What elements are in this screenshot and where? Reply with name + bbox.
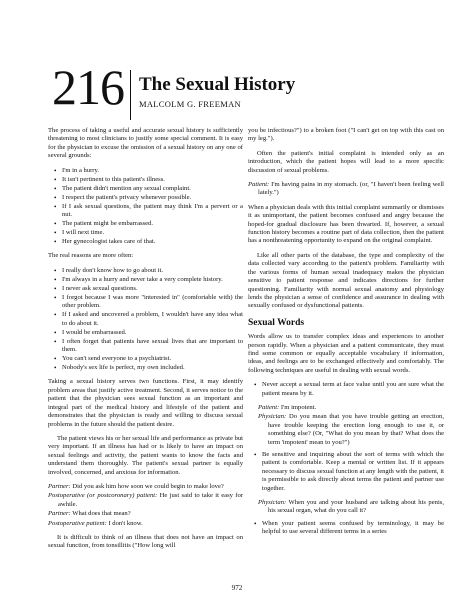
list-item: • I'm in a hurry. (62, 167, 243, 175)
patient-dialog (248, 181, 444, 198)
dialog-speaker: Patient: (248, 181, 270, 189)
list-item: • Never accept a sexual term at face value until you are sure what the patient means by it. (262, 381, 444, 398)
title-rule (130, 70, 131, 120)
list-item: • I'm always in a hurry and never take a very complete history. (62, 276, 243, 284)
like-paragraph: Like all other parts of the database, the type and complexity of the data collected vary according to the patient's problem. Familiarity with the various forms of human sexual inadequacy makes the physician sensitive to patient response and indicates directions for further questioning. Familiarity with normal sexual anatomy and physiology lends the physician a sense of confidence and assurance in dealing with sexually confused or dysfunctional patients. (248, 251, 444, 310)
dialog-line (258, 499, 444, 516)
chapter-title: The Sexual History (139, 74, 296, 95)
list-item: • I really don't know how to go about it. (62, 267, 243, 275)
list-item: • The patient might be embarrassed. (62, 220, 243, 228)
list-item: • Her gynecologist takes care of that. (62, 238, 243, 246)
partner-dialog (48, 483, 243, 528)
physician-reasons-list (48, 167, 243, 247)
dialog-line (258, 404, 444, 412)
dialog-text: I'm impotent. (280, 403, 317, 411)
functions-paragraph: Taking a sexual history serves two functions. First, it may identify problem areas that justify active treatment. Second, it serves notice to the patient that the physician sees sexual function as an important and integral part of the medical history and lifestyle of the patient and demonstrates that the physician is ready and willing to discuss sexual problems in the future should the patient desire. (48, 378, 243, 428)
dialog-text: Do you mean that you have trouble getting an erection, have trouble keeping the erection long enough to use it, or something else? (Or, "What do you mean by that? What does the term 'impotent' mean to you?") (268, 413, 444, 446)
list-item: • I will next time. (62, 229, 243, 237)
dialog-speaker: Postoperative patient: (48, 519, 107, 527)
page-number: 972 (231, 584, 243, 592)
dialog-line (248, 181, 444, 198)
list-item: • I respect the patient's privacy whenever possible. (62, 194, 243, 202)
dialog-text: I'm having pains in my stomach. (or, "I haven't been feeling well lately.") (258, 181, 444, 197)
dialog-line (48, 510, 243, 518)
list-item: • The patient didn't mention any sexual complaint. (62, 185, 243, 193)
list-item: • I often forget that patients have sexual lives that are important to them. (62, 338, 243, 355)
technique-1-dialog (248, 404, 444, 447)
techniques-list-cont (248, 451, 444, 493)
dialog-speaker: Partner: (48, 482, 71, 490)
list-item: • Be sensitive and inquiring about the sort of terms with which the patient is comfortable. Keep a mental or written list. If it appears necessary to discuss sexual function at any length with the patient, it is permissible to ask directly about terms the patient and partner use together. (262, 451, 444, 493)
dialog-line (48, 483, 243, 491)
list-item: • You can't send everyone to a psychiatrist. (62, 355, 243, 363)
continued-paragraph: you be infectious?") to a broken foot ("I can't get on top with this cast on my leg."). (248, 127, 444, 143)
list-item: • I forgot because I was more "interested in" (comfortable with) the other problem. (62, 294, 243, 311)
chapter-number: 216 (52, 59, 124, 115)
section-heading: Sexual Words (248, 317, 305, 328)
left-column (48, 127, 243, 557)
dialog-speaker: Patient: (258, 403, 280, 411)
difficult-paragraph: It is difficult to think of an illness that does not have an impact on sexual function, from tonsillitis ("How long will (48, 533, 243, 550)
dialog-speaker: Physician: (258, 413, 287, 421)
list-item: • When your patient seems confused by terminology, it may be helpful to use several different terms in a series (262, 520, 444, 537)
patient-views-paragraph: The patient views his or her sexual life and performance as private but very important. If an illness has had or is likely to have an impact on sexual feelings and activity, the patient wants to know the facts and understand them thoroughly. The patient's sexual partner is equally involved, concerned, and anxious for information. (48, 434, 243, 476)
real-reasons-list (48, 267, 243, 373)
dialog-text: He just said to take it easy for awhile. (58, 492, 243, 508)
intro-paragraph: The process of taking a useful and accurate sexual history is sufficiently threatening to most clinicians to justify some special comment. It is easy for the physician to excuse the omission of a sexual history on any one of several grounds: (48, 127, 243, 160)
list-item: • Nobody's sex life is perfect, my own included. (62, 364, 243, 372)
author-name: MALCOLM G. FREEMAN (139, 99, 241, 109)
dialog-speaker: Partner: (48, 510, 71, 518)
dialog-speaker: Postoperative (or postcoronary) patient: (48, 492, 158, 500)
dialog-text: What does that mean? (72, 510, 131, 518)
techniques-list-cont2 (248, 520, 444, 537)
dialog-text: When you and your husband are talking about his penis, his sexual organ, what do you call it? (268, 499, 445, 515)
techniques-list (248, 381, 444, 398)
dialog-line (258, 413, 444, 447)
list-item: • It isn't pertinent to this patient's illness. (62, 176, 243, 184)
right-column (248, 127, 444, 543)
list-item: • I would be embarrassed. (62, 329, 243, 337)
dialog-text: I don't know. (108, 519, 143, 527)
dialog-line (48, 520, 243, 528)
when-paragraph: When a physician deals with this initial complaint summarily or dismisses it as unimportant, the patient becomes confused and angry because the hoped-for gradual disclosure has been thwarted. If, however, a sexual function history becomes a routine part of data collection, then the patient has a nonthreatening opportunity to expand on the original complaint. (248, 203, 444, 245)
list-item: • If I asked and uncovered a problem, I wouldn't have any idea what to do about it. (62, 311, 243, 328)
real-reasons-intro: The real reasons are more often: (48, 252, 134, 260)
list-item: • I never ask sexual questions. (62, 285, 243, 293)
dialog-speaker: Physician: (258, 499, 287, 507)
often-paragraph: Often the patient's initial complaint is intended only as an introduction, which the patient hopes will lead to a more specific discussion of sexual problems. (248, 149, 444, 174)
words-paragraph: Words allow us to transfer complex ideas and experiences to another person rapidly. When a physician and a patient communicate, they must find some common or equally acceptable vocabulary if information, ideas, and feelings are to be exchanged effectively and comfortably. The following techniques are useful in dealing with sexual words. (248, 333, 444, 374)
list-item: • If I ask sexual questions, the patient may think I'm a pervert or a nut. (62, 203, 243, 220)
dialog-text: Did you ask him how soon we could begin to make love? (72, 482, 224, 490)
dialog-line (48, 492, 243, 509)
technique-2-dialog (248, 499, 444, 516)
